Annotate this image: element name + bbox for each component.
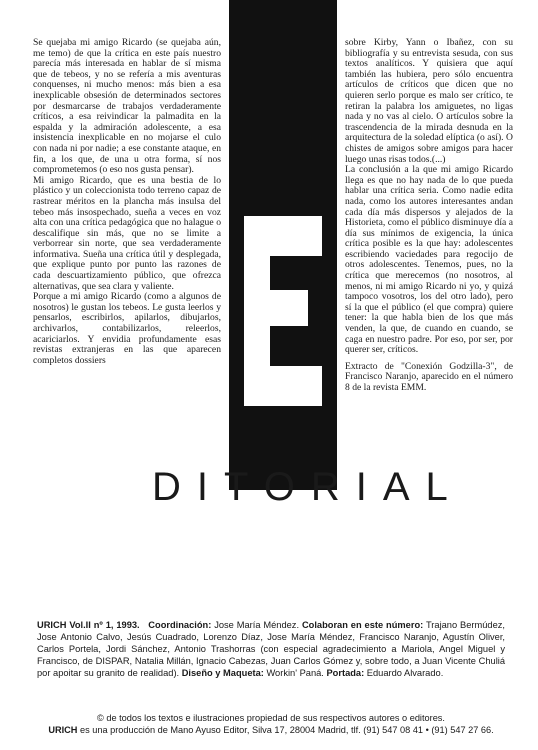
editorial-left-column xyxy=(33,38,221,366)
design-label: Diseño y Maqueta: xyxy=(181,668,264,678)
editorial-paragraph: Mi amigo Ricardo, que es una bestia de lo plástico y un coleccionista todo terreno capaz de rastrear méritos en la plancha más insulsa del tebeo más insospechado, sueña a veces en voz alta con una crítica pedagógica que no halague o descalifique sin más, que no se limite a verborrear sin norte, que sea verdaderamente informativa. Sueña una crítica útil y desplegada, que explique punto por punto las razones de cada descuartizamiento público, que ofrezca alternativas, que sea clara y valiente. xyxy=(33,174,221,292)
editorial-paragraph: Se quejaba mi amigo Ricardo (se quejaba aún, me temo) de que la crítica en este país nuestro parecía más interesada en hablar de sí misma que de tebeos, y no se refería a mis aventuras conquenses, ni mucho menos: más bien a esa inexplicable obsesión de determinados sectores por desmarcarse de trabajos verdaderamente críticos, a esa reivindicar la palmadita en la espalda y la admiración adolescente, a esa insistencia inexplicable en no mojarse el culo con nada ni por nadie; a ese constante ataque, en fin, a los que, de una u otra forma, sí nos comprometemos (o eso nos gusta pensar). xyxy=(33,37,221,176)
production-value: es una producción de Mano Ayuso Editor, Silva 17, 28004 Madrid, tlf. (91) 547 08 41 • (91) 547 27 66. xyxy=(79,725,494,735)
footer-block xyxy=(37,712,505,736)
issue-info: URICH Vol.II nº 1, 1993. xyxy=(37,620,140,630)
editorial-right-column xyxy=(345,38,513,394)
coordination-value: Jose María Méndez. xyxy=(214,620,300,630)
collaborators-value: Trajano Bermúdez, Jose Antonio Calvo, Jesús Cuadrado, Lorenzo Díaz, Jose María Méndez, Francisco Naranjo, Agustín Oliver, Carlos Portela, Jordi Sánchez, Antonio Trashorras (con especial agradecimiento a Mariola, Angel Miguel y Francisco, de DISPAR, Natalia Millán, Ignacio Cabezas, Juan Carlos Gómez y, sobre todo, a Juan Vicente Chuliá por apoitar su granito de realidad). xyxy=(37,620,505,678)
coordination-label: Coordinación: xyxy=(148,620,212,630)
editorial-paragraph: Porque a mi amigo Ricardo (como a algunos de nosotros) le gustan los tebeos. Le gusta leerlos y pensarlos, escribirlos, apilarlos, dibujarlos, archivarlos, contabilizarlos, releerlos, acariciarlos. Y envidia profundamente esas revistas extranjeras en las que aparecen completos dossiers xyxy=(33,291,221,366)
editorial-paragraph: La conclusión a la que mi amigo Ricardo llega es que no hay nada de lo que pueda hablar una crítica seria. Como nadie edita nada, como los autores interesantes andan cada día más dispersos y alejados de la Historieta, como el público disminuye día a día sus mínimos de exigencia, la única crítica posible es la que hay: adolescentes escribiendo vaciedades para regocijo de otros adolescentes. Tenemos, pues, no la crítica que merecemos (no nosotros, al menos, ni mi amigo Ricardo ni yo, y quizá tampoco vosotros, los del otro lado), pero sí la que el público (el que compra) quiere tener: la que habla bien de los que más venden, la que, de cuando en cuando, se caga en nuestro padre. Por eso, por ser, por querer ser, críticos. xyxy=(345,164,513,356)
editorial-heading: DITORIAL xyxy=(152,465,464,509)
design-value: Workin' Paná. xyxy=(266,668,324,678)
letter-e-graphic xyxy=(244,216,322,406)
production-line xyxy=(37,724,505,736)
copyright-line: © de todos los textos e ilustraciones propiedad de sus respectivos autores o editores. xyxy=(97,713,445,723)
credits-block xyxy=(37,619,505,679)
collaborators-label: Colaboran en este número: xyxy=(301,620,424,630)
source-note: Extracto de "Conexión Godzilla-3", de Francisco Naranjo, aparecido en el número 8 de la revista EMM. xyxy=(345,360,513,393)
cover-label: Portada: xyxy=(326,668,365,678)
editorial-paragraph: sobre Kirby, Yann o Ibañez, con su bibliografía y su entrevista sesuda, con sus textos analíticos. Y quisiera que aquí también las hubiera, pero sólo encuentra artículos de críticos que dicen que no quieren serlo porque es malo ser crítico, te retiran la palabra los amiguetes, no ligas nada y no vas al cielo. O artículos sobre la trascendencia de la mirada desnuda en la arquitectura de la soledad elíptica (o así). O chistes de amigos sobre amigos para hacer luego unas risas todos.(...) xyxy=(345,37,513,165)
production-label: URICH xyxy=(48,725,78,735)
cover-value: Eduardo Alvarado. xyxy=(366,668,444,678)
